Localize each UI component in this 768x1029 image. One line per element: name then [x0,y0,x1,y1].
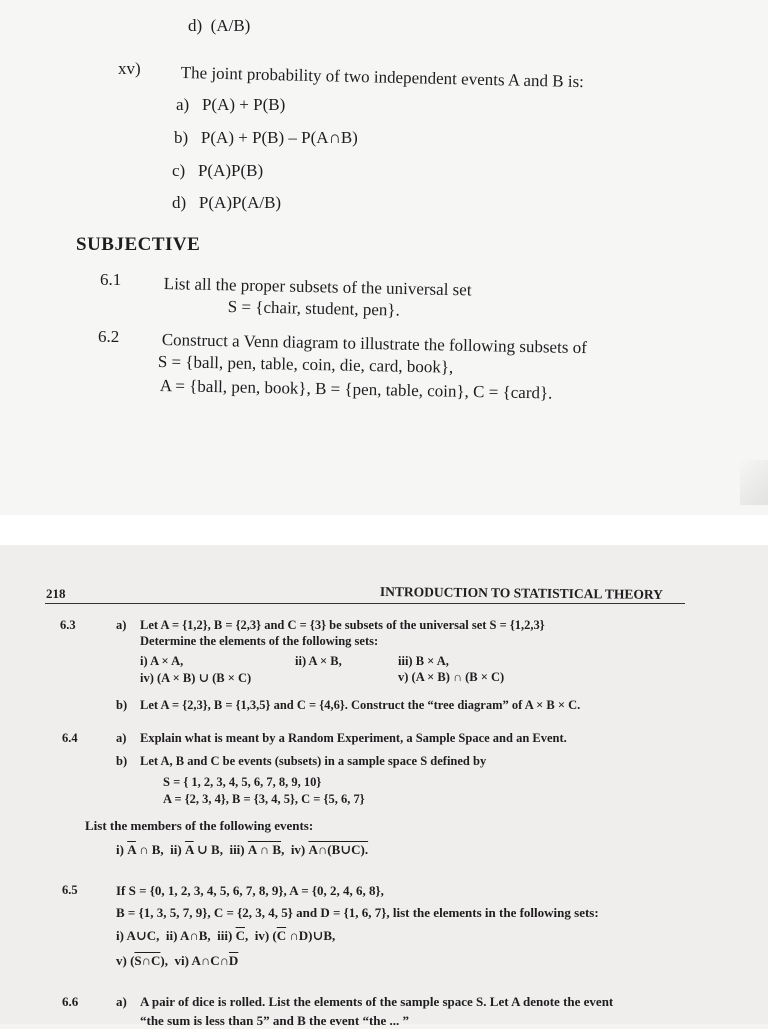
q65-parts-row2: v) (S∩C), vi) $A\cap C\cap\overline{D}$ [116,953,239,968]
q15-option-a: a) P(A) + P(B) [176,95,286,114]
question-6-1-number: 6.1 [100,270,122,289]
question-6-5-number: 6.5 [62,883,78,897]
page-fold-shadow [740,460,768,505]
q64-list-intro: List the members of the following events: [85,818,314,833]
q64-s-line: S = { 1, 2, 3, 4, 5, 6, 7, 8, 9, 10} [163,775,322,789]
running-title: INTRODUCTION TO STATISTICAL THEORY [379,584,663,602]
q63-part-v: v) (A × B) ∩ (B × C) [398,670,505,684]
q64-a-label: a) [116,731,127,745]
q64-a-text: Explain what is meant by a Random Experiment, a Sample Space and an Event. [140,731,567,745]
question-6-2-line1: Construct a Venn diagram to illustrate the following subsets of [161,330,588,358]
q15-option-c: c) P(A)P(B) [172,161,264,180]
header-rule [45,603,685,604]
question-15-text: The joint probability of two independent events A and B is: [180,63,585,92]
option-text: (A/B) [210,16,251,35]
q63-part-i: i) A × A, [140,654,184,668]
q64-abc-line: A = {2, 3, 4}, B = {3, 4, 5}, C = {5, 6, 7} [163,792,365,806]
question-6-4-number: 6.4 [62,731,78,745]
q63-part-iii: iii) B × A, [398,654,449,668]
section-heading: SUBJECTIVE [76,234,201,255]
q63-part-iv: iv) (A × B) ∪ (B × C) [140,671,252,685]
q63-b-label: b) [116,698,128,712]
q65-line2: B = {1, 3, 5, 7, 9}, C = {2, 3, 4, 5} and D = {1, 6, 7}, list the elements in the following sets: [116,905,599,920]
question-6-3-number: 6.3 [60,618,76,632]
q64-events: i) $\overline{A}$ ∩ B, ii) $\overline{A}$ ∪ B, iii) A ∩ B, iv) A∩(B∪C). [116,842,369,857]
q64-b-text: Let A, B and C be events (subsets) in a sample space S defined by [140,754,487,768]
q66-a-label: a) [116,994,127,1009]
question-6-1-line2: S = {chair, student, pen}. [227,297,401,320]
q63-a-line1: Let A = {1,2}, B = {2,3} and C = {3} be subsets of the universal set S = {1,2,3} [140,618,545,632]
question-6-1-line1: List all the proper subsets of the universal set [163,274,472,300]
q15-option-b: b) P(A) + P(B) – P(A∩B) [174,128,358,147]
q66-a-cut-line: “the sum is less than 5” and B the event “the ... ” [140,1013,410,1028]
q65-parts-row1: i) A∪C, ii) A∩B, iii) $\overline{C}$, iv) ($\overline{C}$ ∩D)∪B, [116,928,336,943]
q63-part-ii: ii) A × B, [295,654,342,668]
option-label: d) [188,16,203,35]
q66-a-text: A pair of dice is rolled. List the elements of the sample space S. Let A denote the event [140,994,614,1009]
prev-option-d [188,16,250,36]
q63-a-label: a) [116,618,127,632]
question-6-6-number: 6.6 [62,994,79,1009]
page-gap [0,515,768,545]
question-6-2-number: 6.2 [98,327,120,346]
q63-b-text: Let A = {2,3}, B = {1,3,5} and C = {4,6}. Construct the “tree diagram” of A × B × C. [140,698,581,712]
q65-line1: If S = {0, 1, 2, 3, 4, 5, 6, 7, 8, 9}, A = {0, 2, 4, 6, 8}, [116,883,384,898]
page-number: 218 [46,586,66,601]
q63-a-line2: Determine the elements of the following sets: [140,634,379,648]
question-6-2-line3: A = {ball, pen, book}, B = {pen, table, coin}, C = {card}. [159,376,553,403]
lower-textbook-page [0,545,768,1028]
question-6-2-line2: S = {ball, pen, table, coin, die, card, book}, [157,352,454,377]
q15-option-d: d) P(A)P(A/B) [172,193,282,212]
question-15-number: xv) [118,59,141,78]
q64-b-label: b) [116,754,128,768]
